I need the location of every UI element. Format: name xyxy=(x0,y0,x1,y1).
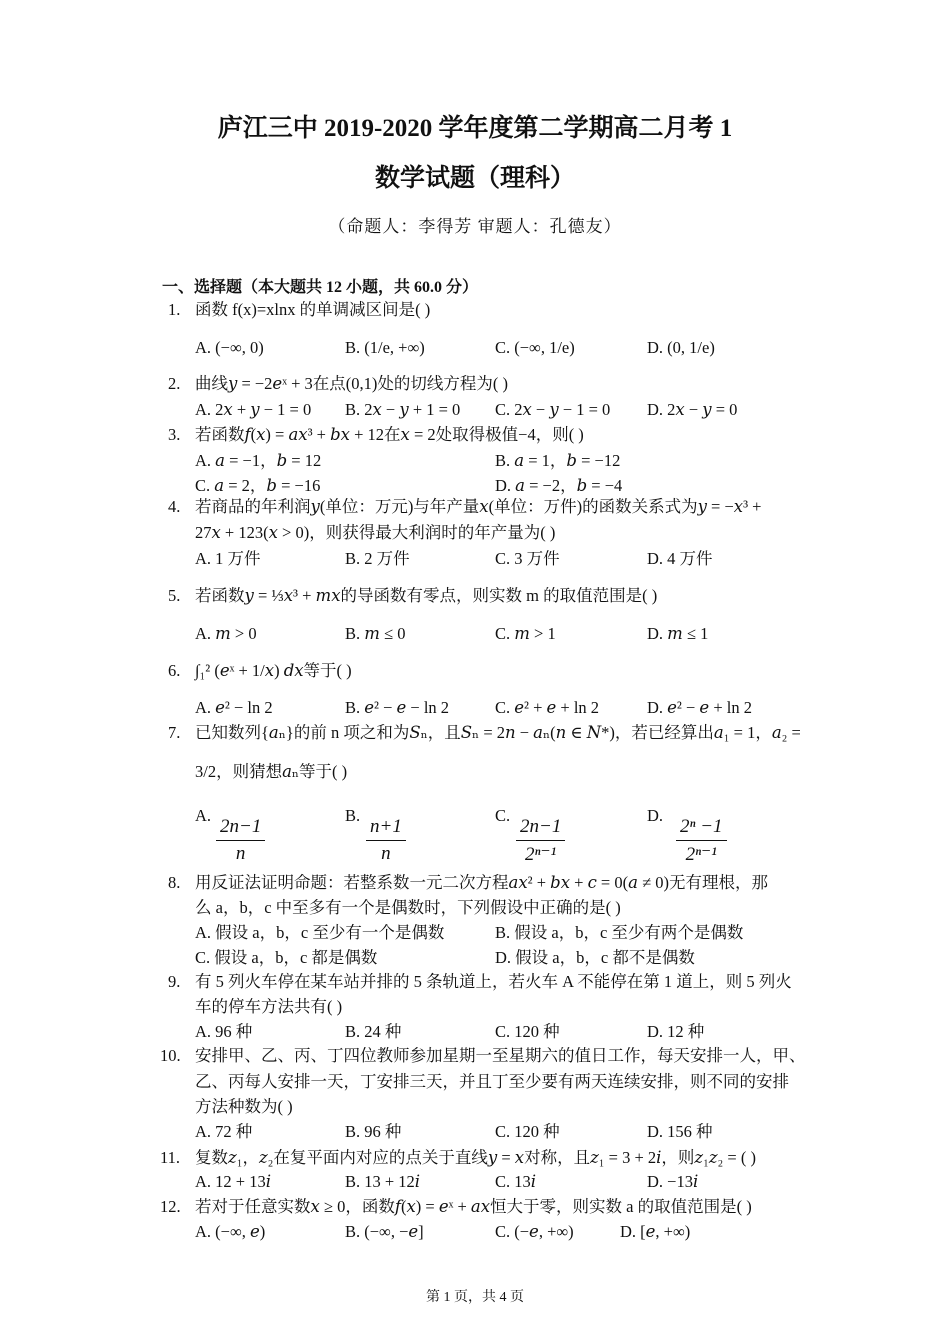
answer-option: C. 2𝑥 − 𝑦 − 1 = 0 xyxy=(495,400,611,419)
question-number: 2. xyxy=(168,374,181,393)
question-text: 复数𝑧₁，𝑧₂在复平面内对应的点关于直线𝑦 = 𝑥对称，且𝑧₁ = 3 + 2𝑖，则𝑧₁𝑧₂ = ( ) xyxy=(195,1148,756,1167)
exam-title: 庐江三中 2019-2020 学年度第二学期高二月考 1 xyxy=(217,115,733,142)
question-number: 10. xyxy=(160,1046,181,1065)
exam-authors: （命题人：李得芳 审题人：孔德友） xyxy=(328,217,622,236)
fraction-numerator: 2n−1 xyxy=(220,816,262,837)
answer-option: C. 13𝑖 xyxy=(495,1172,537,1191)
fraction-option xyxy=(676,816,727,866)
answer-option: B. 𝑒² − 𝑒 − ln 2 xyxy=(345,698,450,717)
fraction-bar xyxy=(216,840,265,841)
answer-option: C. 120 种 xyxy=(495,1122,560,1141)
fraction-option xyxy=(216,816,265,865)
answer-option: B. 96 种 xyxy=(345,1122,402,1141)
answer-option: B. 13 + 12𝑖 xyxy=(345,1172,421,1191)
answer-option: C. (−𝑒, +∞) xyxy=(495,1222,574,1241)
question-number: 4. xyxy=(168,497,181,516)
question-number: 1. xyxy=(168,300,181,319)
answer-option: B. 24 种 xyxy=(345,1022,402,1041)
fraction-denominator: 2ⁿ⁻¹ xyxy=(525,844,557,865)
fraction-numerator: n+1 xyxy=(370,816,402,837)
fraction-bar xyxy=(516,840,565,841)
question-text: 3/2，则猜想𝑎ₙ等于( ) xyxy=(195,762,348,781)
question-text: 函数 f(x)=xlnx 的单调减区间是( ) xyxy=(195,300,431,319)
answer-option: B. xyxy=(345,806,361,825)
answer-option: D. 𝑒² − 𝑒 + ln 2 xyxy=(647,698,752,717)
answer-option: C. 假设 a，b，c 都是偶数 xyxy=(195,948,378,967)
answer-option: A. 𝑒² − ln 2 xyxy=(195,698,273,717)
answer-option: D. (0, 1/e) xyxy=(647,338,715,357)
answer-option: C. 𝑚 > 1 xyxy=(495,624,556,643)
answer-option: A. 2𝑥 + 𝑦 − 1 = 0 xyxy=(195,400,312,419)
answer-option: D. 4 万件 xyxy=(647,549,713,568)
question-text: 用反证法证明命题：若整系数一元二次方程𝑎𝑥² + 𝑏𝑥 + 𝑐 = 0(𝑎 ≠ 0)无有理根，那 xyxy=(195,873,768,892)
answer-option: C. (−∞, 1/e) xyxy=(495,338,575,357)
question-number: 11. xyxy=(160,1148,181,1167)
answer-option: A. 𝑎 = −1，𝑏 = 12 xyxy=(195,451,322,470)
fraction-numerator: 2n−1 xyxy=(520,816,562,837)
question-text: 曲线𝑦 = −2𝑒ˣ + 3在点(0,1)处的切线方程为( ) xyxy=(195,374,509,393)
page-footer: 第 1 页，共 4 页 xyxy=(426,1290,524,1305)
answer-option: A. xyxy=(195,806,212,825)
answer-option: D. 156 种 xyxy=(647,1122,713,1141)
question-number: 7. xyxy=(168,723,181,742)
question-text: 乙、丙每人安排一天，丁安排三天，并且丁至少要有两天连续安排，则不同的安排 xyxy=(195,1072,789,1091)
question-text: 若函数𝑦 = ⅓𝑥³ + 𝑚𝑥的导函数有零点，则实数 m 的取值范围是( ) xyxy=(195,586,658,605)
answer-option: D. 假设 a，b，c 都不是偶数 xyxy=(495,948,695,967)
answer-option: A. (−∞, 0) xyxy=(195,338,264,357)
question-text: 已知数列{𝑎ₙ}的前 n 项之和为𝑆ₙ，且𝑆ₙ = 2𝑛 − 𝑎ₙ(𝑛 ∈ 𝑁*)，若已经算出𝑎₁ = 1，𝑎₂ = xyxy=(195,723,801,742)
answer-option: A. 𝑚 > 0 xyxy=(195,624,257,643)
answer-option: B. 𝑚 ≤ 0 xyxy=(345,624,406,643)
fraction-numerator: 2ⁿ −1 xyxy=(680,816,723,837)
fraction-denominator: 2ⁿ⁻¹ xyxy=(685,844,717,865)
answer-option: D. 2𝑥 − 𝑦 = 0 xyxy=(647,400,738,419)
question-text: 若函数𝑓(𝑥) = 𝑎𝑥³ + 𝑏𝑥 + 12在𝑥 = 2处取得极值−4，则( ) xyxy=(195,425,584,444)
answer-option: A. 96 种 xyxy=(195,1022,253,1041)
answer-option: B. (−∞, −𝑒] xyxy=(345,1222,424,1241)
question-text: 么 a，b，c 中至多有一个是偶数时，下列假设中正确的是( ) xyxy=(195,898,621,917)
answer-option: B. 2𝑥 − 𝑦 + 1 = 0 xyxy=(345,400,461,419)
answer-option: C. 𝑎 = 2，𝑏 = −16 xyxy=(195,476,321,495)
answer-option: B. 2 万件 xyxy=(345,549,410,568)
answer-option: C. 120 种 xyxy=(495,1022,560,1041)
answer-option: A. 1 万件 xyxy=(195,549,261,568)
answer-option: D. 𝑎 = −2，𝑏 = −4 xyxy=(495,476,623,495)
answer-option: C. xyxy=(495,806,511,825)
answer-option: D. −13𝑖 xyxy=(647,1172,699,1191)
question-text: 安排甲、乙、丙、丁四位教师参加星期一至星期六的值日工作，每天安排一人，甲、 xyxy=(195,1046,806,1065)
fraction-option xyxy=(366,816,406,865)
answer-option: A. (−∞, 𝑒) xyxy=(195,1222,266,1241)
answer-option: A. 假设 a，b，c 至少有一个是偶数 xyxy=(195,923,445,942)
question-text: 方法种数为( ) xyxy=(195,1097,293,1116)
question-text: 车的停车方法共有( ) xyxy=(195,997,343,1016)
answer-option: D. 12 种 xyxy=(647,1022,705,1041)
answer-option: D. xyxy=(647,806,664,825)
question-text: 有 5 列火车停在某车站并排的 5 条轨道上，若火车 A 不能停在第 1 道上，则 5 列火 xyxy=(195,972,792,991)
answer-option: C. 3 万件 xyxy=(495,549,560,568)
fraction-option xyxy=(516,816,565,866)
section-heading: 一、选择题（本大题共 12 小题，共 60.0 分） xyxy=(162,279,479,296)
question-number: 12. xyxy=(160,1197,181,1216)
question-number: 9. xyxy=(168,972,181,991)
answer-option: C. 𝑒² + 𝑒 + ln 2 xyxy=(495,698,600,717)
answer-option: A. 72 种 xyxy=(195,1122,253,1141)
fraction-denominator: n xyxy=(381,843,391,864)
question-text: ∫₁² (𝑒ˣ + 1/𝑥) 𝑑𝑥等于( ) xyxy=(195,661,352,680)
question-number: 6. xyxy=(168,661,181,680)
answer-option: B. (1/e, +∞) xyxy=(345,338,425,357)
answer-option: B. 假设 a，b，c 至少有两个是偶数 xyxy=(495,923,744,942)
fraction-denominator: n xyxy=(235,843,246,864)
answer-option: D. [𝑒, +∞) xyxy=(620,1222,691,1241)
question-number: 8. xyxy=(168,873,181,892)
answer-option: B. 𝑎 = 1，𝑏 = −12 xyxy=(495,451,621,470)
exam-subtitle: 数学试题（理科） xyxy=(374,165,575,192)
answer-option: A. 12 + 13𝑖 xyxy=(195,1172,271,1191)
answer-option: D. 𝑚 ≤ 1 xyxy=(647,624,709,643)
question-text: 若对于任意实数𝑥 ≥ 0，函数𝑓(𝑥) = 𝑒ˣ + 𝑎𝑥恒大于零，则实数 a 的取值范围是( ) xyxy=(195,1197,752,1216)
question-text: 27𝑥 + 123(𝑥 > 0)，则获得最大利润时的年产量为( ) xyxy=(195,523,556,542)
question-text: 若商品的年利润𝑦(单位：万元)与年产量𝑥(单位：万件)的函数关系式为𝑦 = −𝑥³ + xyxy=(195,497,762,516)
fraction-bar xyxy=(676,840,727,841)
question-number: 3. xyxy=(168,425,181,444)
question-number: 5. xyxy=(168,586,181,605)
fraction-bar xyxy=(366,840,406,841)
